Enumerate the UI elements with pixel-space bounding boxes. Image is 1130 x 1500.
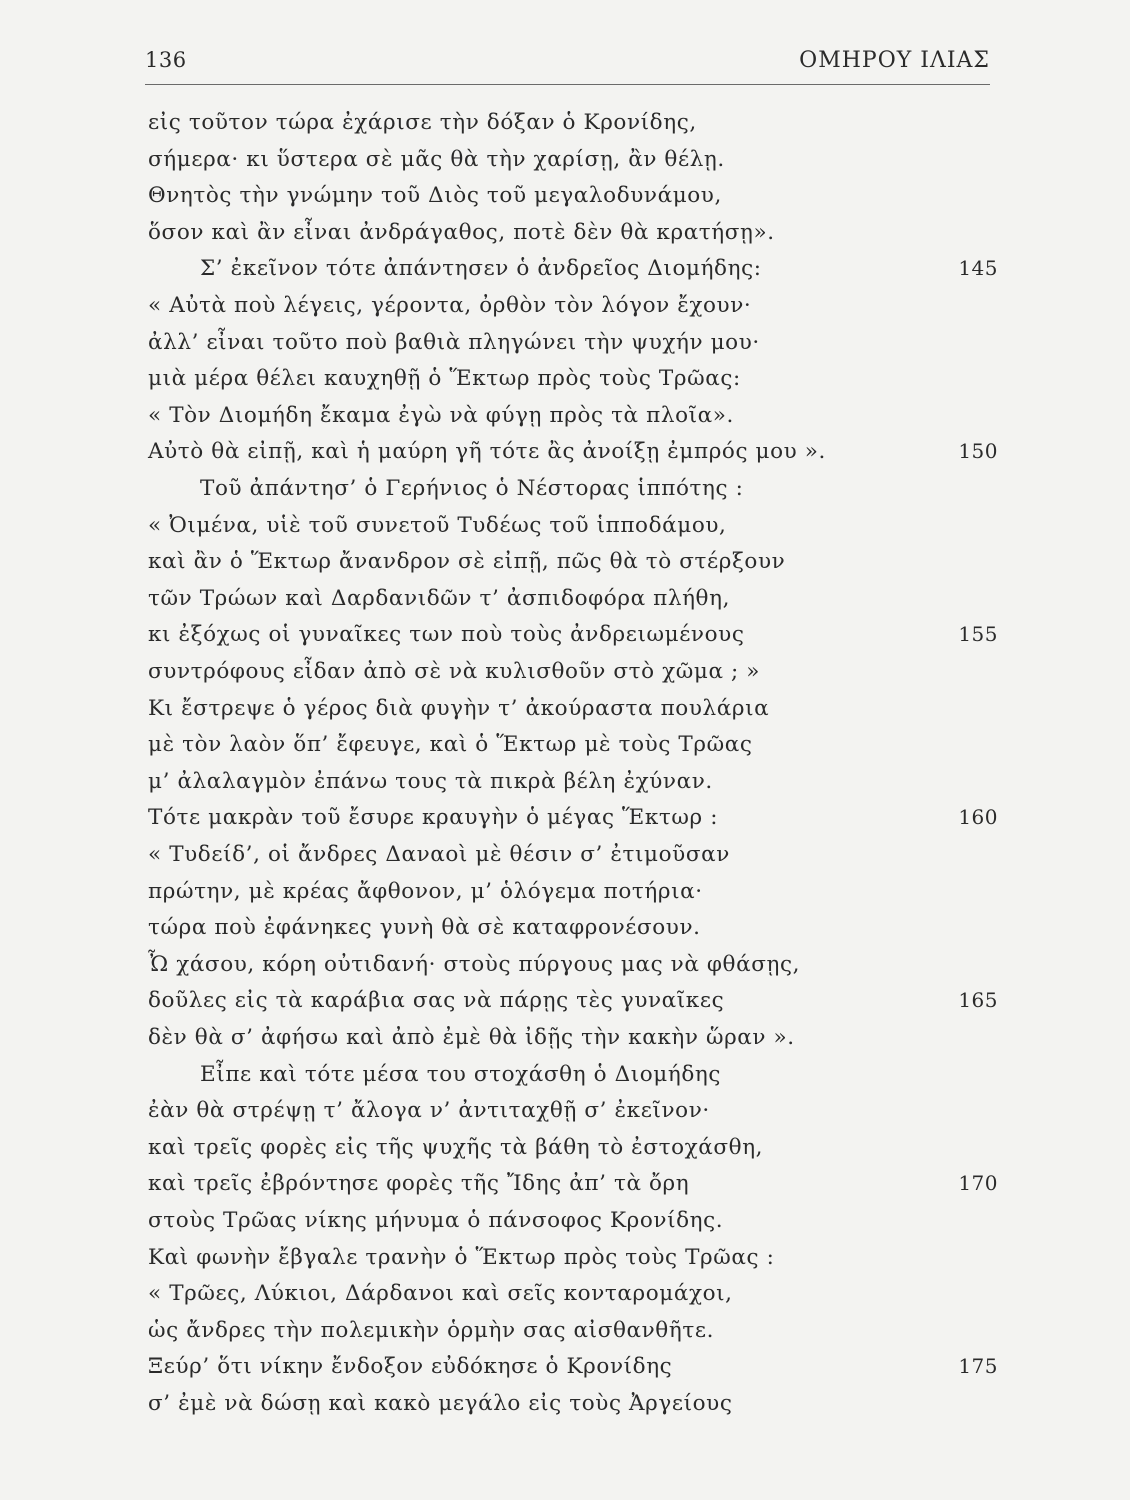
verse-number: 155 bbox=[958, 622, 998, 647]
verse-text: καὶ τρεῖς φορὲς εἰς τῆς ψυχῆς τὰ βάθη τὸ ἐστοχάσθη, bbox=[148, 1134, 764, 1160]
verse-text: σήμερα· κι ὕστερα σὲ μᾶς θὰ τὴν χαρίσῃ, ἂν θέλῃ. bbox=[148, 146, 725, 172]
verse-text: μ’ ἀλαλαγμὸν ἐπάνω τους τὰ πικρὰ βέλη ἐχύναν. bbox=[148, 768, 713, 794]
verse-text: καὶ ἂν ὁ Ἕκτωρ ἄνανδρον σὲ εἰπῇ, πῶς θὰ τὸ στέρξουν bbox=[148, 549, 786, 575]
verse-line bbox=[148, 183, 998, 221]
verse-line bbox=[148, 1281, 998, 1319]
verse-line bbox=[148, 147, 998, 185]
verse-line bbox=[148, 1354, 998, 1392]
verse-text: « Ὀιμένα, υἱὲ τοῦ συνετοῦ Τυδέως τοῦ ἱπποδάμου, bbox=[148, 512, 727, 538]
verse-text: τώρα ποὺ ἐφάνηκες γυνὴ θὰ σὲ καταφρονέσουν. bbox=[148, 915, 701, 941]
verse-line bbox=[148, 1025, 998, 1063]
verse-line bbox=[148, 220, 998, 258]
verse-text: « Τυδείδ’, οἱ ἄνδρες Δαναοὶ μὲ θέσιν σ’ ἐτιμοῦσαν bbox=[148, 842, 730, 867]
running-title: ΟΜΗΡΟΥ ΙΛΙΑΣ bbox=[799, 48, 990, 73]
header-rule bbox=[145, 84, 990, 85]
verse-line bbox=[148, 366, 998, 404]
verse-number: 170 bbox=[958, 1171, 998, 1196]
verse-number: 145 bbox=[958, 256, 998, 281]
verse-line bbox=[148, 549, 998, 587]
verse-text: Ὦ χάσου, κόρη οὐτιδανή· στοὺς πύργους μας νὰ φθάσῃς, bbox=[148, 951, 801, 977]
verse-text: « Αὐτὰ ποὺ λέγεις, γέροντα, ὀρθὸν τὸν λόγον ἔχουν· bbox=[148, 293, 752, 318]
page-header bbox=[145, 48, 990, 84]
verse-line bbox=[148, 513, 998, 551]
verse-line bbox=[148, 1171, 998, 1209]
verse-line bbox=[148, 1098, 998, 1136]
verse-number: 175 bbox=[958, 1354, 998, 1379]
verse-number: 150 bbox=[958, 439, 998, 464]
verse-line bbox=[148, 988, 998, 1026]
verse-text: εἰς τοῦτον τώρα ἐχάρισε τὴν δόξαν ὁ Κρονίδης, bbox=[148, 110, 697, 135]
verse-text: Θνητὸς τὴν γνώμην τοῦ Διὸς τοῦ μεγαλοδυνάμου, bbox=[148, 183, 722, 209]
verse-line bbox=[148, 915, 998, 953]
verse-line bbox=[148, 1245, 998, 1283]
verse-text: συντρόφους εἶδαν ἀπὸ σὲ νὰ κυλισθοῦν στὸ χῶμα ; » bbox=[148, 659, 761, 684]
verse-line bbox=[148, 842, 998, 880]
verse-text: μὲ τὸν λαὸν ὅπ’ ἔφευγε, καὶ ὁ Ἕκτωρ μὲ τοὺς Τρῶας bbox=[148, 732, 753, 758]
verse-line bbox=[148, 110, 998, 148]
verse-text: Εἶπε καὶ τότε μέσα του στοχάσθη ὁ Διομήδης bbox=[200, 1061, 722, 1087]
verse-line bbox=[148, 330, 998, 368]
verse-text: ἐὰν θὰ στρέψῃ τ’ ἄλογα ν’ ἀντιταχθῇ σ’ ἐκεῖνον· bbox=[148, 1098, 710, 1124]
verse-line bbox=[148, 879, 998, 917]
verse-line bbox=[148, 1062, 998, 1100]
verse-line bbox=[148, 1318, 998, 1356]
verse-line bbox=[148, 622, 998, 660]
verse-text: Σ’ ἐκεῖνον τότε ἀπάντησεν ὁ ἀνδρεῖος Διομήδης: bbox=[200, 256, 762, 282]
verse-line bbox=[148, 1135, 998, 1173]
verse-line bbox=[148, 1391, 998, 1429]
verse-text: Ξεύρ’ ὅτι νίκην ἔνδοξον εὐδόκησε ὁ Κρονίδης bbox=[148, 1354, 673, 1380]
verse-text: Κι ἔστρεψε ὁ γέρος διὰ φυγὴν τ’ ἀκούραστα πουλάρια bbox=[148, 695, 770, 721]
verse-line bbox=[148, 439, 998, 477]
verse-text: Αὐτὸ θὰ εἰπῇ, καὶ ἡ μαύρη γῆ τότε ἂς ἀνοίξῃ ἐμπρός μου ». bbox=[148, 439, 826, 465]
verse-line bbox=[148, 476, 998, 514]
verse-text: ὅσον καὶ ἂν εἶναι ἀνδράγαθος, ποτὲ δὲν θὰ κρατήσῃ». bbox=[148, 219, 775, 245]
verse-list bbox=[148, 110, 998, 1450]
verse-text: Τότε μακρὰν τοῦ ἔσυρε κραυγὴν ὁ μέγας Ἕκτωρ : bbox=[148, 805, 719, 831]
page-number: 136 bbox=[145, 48, 187, 72]
verse-text: δοῦλες εἰς τὰ καράβια σας νὰ πάρῃς τὲς γυναῖκες bbox=[148, 988, 725, 1014]
verse-text: « Τὸν Διομήδη ἔκαμα ἐγὼ νὰ φύγῃ πρὸς τὰ πλοῖα». bbox=[148, 402, 734, 428]
verse-text: καὶ τρεῖς ἐβρόντησε φορὲς τῆς Ἴδης ἀπ’ τὰ ὄρη bbox=[148, 1171, 690, 1197]
verse-number: 160 bbox=[958, 805, 998, 830]
verse-line bbox=[148, 403, 998, 441]
verse-line bbox=[148, 769, 998, 807]
verse-number: 165 bbox=[958, 988, 998, 1013]
verse-text: στοὺς Τρῶας νίκης μήνυμα ὁ πάνσοφος Κρονίδης. bbox=[148, 1208, 724, 1233]
verse-text: μιὰ μέρα θέλει καυχηθῇ ὁ Ἕκτωρ πρὸς τοὺς Τρῶας: bbox=[148, 366, 741, 392]
verse-line bbox=[148, 805, 998, 843]
verse-line bbox=[148, 1208, 998, 1246]
verse-line bbox=[148, 293, 998, 331]
verse-text: Καὶ φωνὴν ἔβγαλε τρανὴν ὁ Ἕκτωρ πρὸς τοὺς Τρῶας : bbox=[148, 1244, 775, 1270]
verse-line bbox=[148, 586, 998, 624]
verse-line bbox=[148, 732, 998, 770]
verse-text: ὡς ἄνδρες τὴν πολεμικὴν ὁρμὴν σας αἰσθανθῆτε. bbox=[148, 1317, 715, 1343]
verse-text: σ’ ἐμὲ νὰ δώσῃ καὶ κακὸ μεγάλο εἰς τοὺς Ἀργείους bbox=[148, 1391, 733, 1416]
verse-text: τῶν Τρώων καὶ Δαρδανιδῶν τ’ ἀσπιδοφόρα πλήθη, bbox=[148, 585, 731, 611]
verse-line bbox=[148, 952, 998, 990]
verse-text: κι ἐξόχως οἱ γυναῖκες των ποὺ τοὺς ἀνδρειωμένους bbox=[148, 622, 745, 648]
verse-text: ἀλλ’ εἶναι τοῦτο ποὺ βαθιὰ πληγώνει τὴν ψυχήν μου· bbox=[148, 329, 760, 355]
verse-text: Τοῦ ἀπάντησ’ ὁ Γερήνιος ὁ Νέστορας ἱππότης : bbox=[200, 476, 744, 501]
verse-text: δὲν θὰ σ’ ἀφήσω καὶ ἀπὸ ἐμὲ θὰ ἰδῇς τὴν κακὴν ὥραν ». bbox=[148, 1025, 795, 1050]
verse-line bbox=[148, 696, 998, 734]
verse-line bbox=[148, 256, 998, 294]
verse-text: πρώτην, μὲ κρέας ἄφθονον, μ’ ὁλόγεμα ποτήρια· bbox=[148, 878, 703, 904]
verse-text: « Τρῶες, Λύκιοι, Δάρδανοι καὶ σεῖς κονταρομάχοι, bbox=[148, 1281, 733, 1307]
verse-line bbox=[148, 659, 998, 697]
